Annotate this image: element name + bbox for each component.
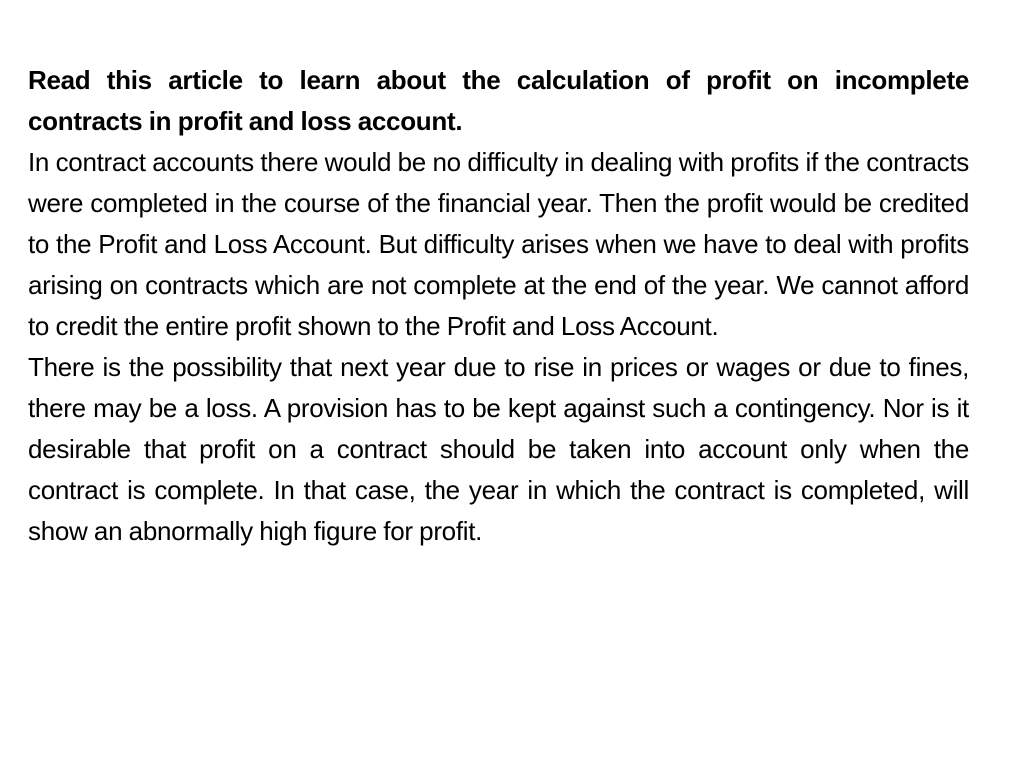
body-paragraph-2: There is the possibility that next year due to rise in prices or wages or due to fines, there may be a loss. A provision has to be kept against such a contingency. Nor is it desirable that profit on a contract should be taken into account only when the contract is complete. In that case, the year in which the contract is completed, will show an abnormally high figure for profit. [28, 352, 969, 546]
intro-paragraph: Read this article to learn about the calculation of profit on incomplete contracts in profit and loss account. [28, 65, 969, 136]
slide-content [28, 60, 969, 552]
body-paragraph-1: In contract accounts there would be no difficulty in dealing with profits if the contracts were completed in the course of the financial year. Then the profit would be credited to the Profit and Loss Account. But difficulty arises when we have to deal with profits arising on contracts which are not complete at the end of the year. We cannot afford to credit the entire profit shown to the Profit and Loss Account. [28, 147, 969, 341]
